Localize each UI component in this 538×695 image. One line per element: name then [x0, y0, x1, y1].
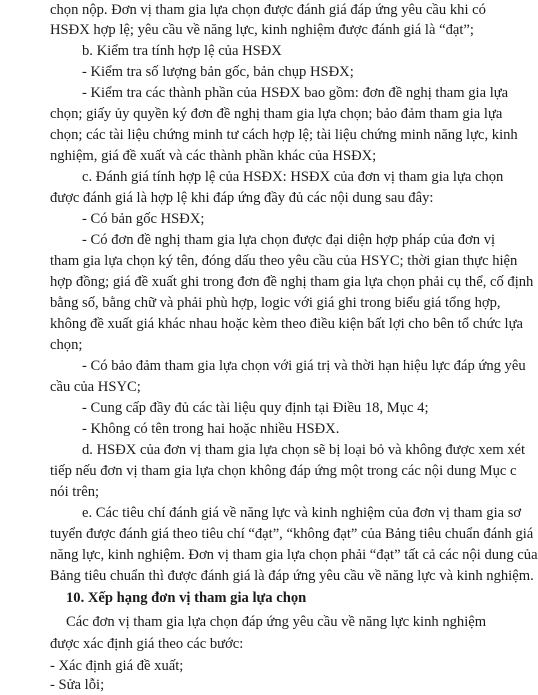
paragraph-line: chọn nộp. Đơn vị tham gia lựa chọn được đánh giá đáp ứng yêu cầu khi có — [50, 2, 486, 18]
paragraph-line: e. Các tiêu chí đánh giá về năng lực và kinh nghiệm của đơn vị tham gia sơ — [82, 505, 522, 521]
paragraph-line: nghiệm, giá đề xuất và các thành phần khác của HSĐX; — [50, 148, 377, 164]
list-item: - Xác định giá đề xuất; — [50, 658, 184, 674]
list-item: - Kiểm tra các thành phần của HSĐX bao gồm: đơn đề nghị tham gia lựa — [82, 85, 509, 101]
paragraph-line: cầu của HSYC; — [50, 379, 141, 395]
paragraph-line: tuyển được đánh giá theo tiêu chí “đạt”, “không đạt” của Bảng tiêu chuẩn đánh giá — [50, 526, 534, 542]
section-heading: 10. Xếp hạng đơn vị tham gia lựa chọn — [66, 590, 307, 606]
paragraph-line: được đánh giá là hợp lệ khi đáp ứng đầy đủ các nội dung sau đây: — [50, 190, 434, 206]
paragraph-line: b. Kiểm tra tính hợp lệ của HSĐX — [82, 43, 282, 59]
paragraph-line: chọn; — [50, 337, 83, 353]
paragraph-line: được xác định giá theo các bước: — [50, 636, 244, 652]
list-item: - Sửa lỗi; — [50, 677, 105, 693]
list-item: - Có bảo đảm tham gia lựa chọn với giá trị và thời hạn hiệu lực đáp ứng yêu — [82, 358, 526, 374]
paragraph-line: bằng số, bằng chữ và phải phù hợp, logic với giá ghi trong biểu giá tổng hợp, — [50, 295, 501, 311]
paragraph-line: chọn; các tài liệu chứng minh tư cách hợp lệ; tài liệu chứng minh năng lực, kinh — [50, 127, 518, 143]
paragraph-line: không đề xuất giá khác nhau hoặc kèm theo điều kiện bất lợi cho bên tổ chức lựa — [50, 316, 523, 332]
paragraph-line: tham gia lựa chọn ký tên, đóng dấu theo yêu cầu của HSYC; thời gian thực hiện — [50, 253, 518, 269]
paragraph-line: Bảng tiêu chuẩn thì được đánh giá là đáp ứng yêu cầu về năng lực và kinh nghiệm. — [50, 568, 534, 584]
list-item: - Có đơn đề nghị tham gia lựa chọn được đại diện hợp pháp của đơn vị — [82, 232, 496, 248]
list-item: - Cung cấp đầy đủ các tài liệu quy định tại Điều 18, Mục 4; — [82, 400, 429, 416]
list-item: - Kiểm tra số lượng bản gốc, bản chụp HSĐX; — [82, 64, 354, 80]
list-item: - Có bản gốc HSĐX; — [82, 211, 205, 227]
paragraph-line: Các đơn vị tham gia lựa chọn đáp ứng yêu cầu về năng lực kinh nghiệm — [66, 614, 487, 630]
list-item: - Không có tên trong hai hoặc nhiều HSĐX. — [82, 421, 340, 437]
paragraph-line: HSĐX hợp lệ; yêu cầu về năng lực, kinh nghiệm được đánh giá là “đạt”; — [50, 22, 474, 38]
paragraph-line: d. HSĐX của đơn vị tham gia lựa chọn sẽ bị loại bỏ và không được xem xét — [82, 442, 526, 458]
paragraph-line: nói trên; — [50, 484, 100, 500]
paragraph-line: năng lực, kinh nghiệm. Đơn vị tham gia lựa chọn phải “đạt” tất cả các nội dung của — [50, 547, 538, 563]
paragraph-line: c. Đánh giá tính hợp lệ của HSĐX: HSĐX của đơn vị tham gia lựa chọn — [82, 169, 504, 185]
paragraph-line: tiếp nếu đơn vị tham gia lựa chọn không đáp ứng một trong các nội dung Mục c — [50, 463, 517, 479]
paragraph-line: chọn; giấy ủy quyền ký đơn đề nghị tham gia lựa chọn; bảo đảm tham gia lựa — [50, 106, 503, 122]
paragraph-line: hợp đồng; giá đề xuất ghi trong đơn đề nghị tham gia lựa chọn phải cụ thể, cố định — [50, 274, 534, 290]
